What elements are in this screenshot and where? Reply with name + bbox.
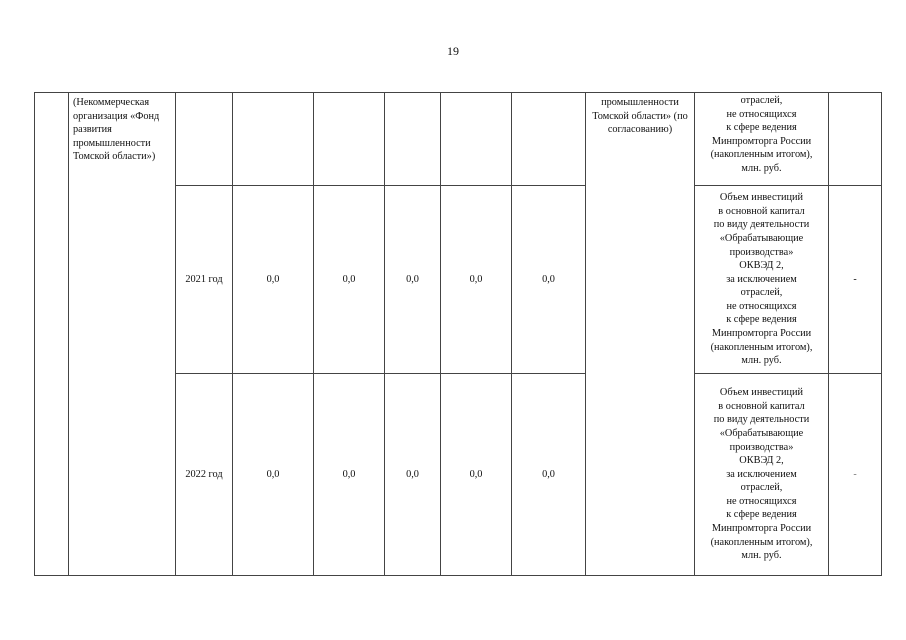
- indicator-cell: [695, 186, 829, 374]
- indicator-text: отраслей, не относящихся к сфере ведения Минпромторга России (накопленным итогом), млн. руб.: [710, 95, 813, 174]
- responsible-cell: [586, 93, 695, 576]
- indicator-cell: [695, 93, 829, 186]
- value-cell: [385, 93, 441, 186]
- table-row: [35, 93, 882, 186]
- value-cell: [314, 93, 385, 186]
- organization-cell: [69, 93, 176, 576]
- value-cell: [233, 93, 314, 186]
- indicator-cell: [695, 374, 829, 576]
- value-cell: 0,0: [441, 374, 512, 576]
- year-cell: [176, 93, 233, 186]
- value-cell: 0,0: [314, 186, 385, 374]
- value-cell: 0,0: [441, 186, 512, 374]
- value-cell: [441, 93, 512, 186]
- number-cell: [35, 93, 69, 576]
- value-cell: [512, 93, 586, 186]
- value-cell: 0,0: [512, 374, 586, 576]
- responsible-text: промышленности Томской области» (по согласованию): [592, 97, 688, 136]
- value-cell: 0,0: [233, 374, 314, 576]
- value-cell: 0,0: [512, 186, 586, 374]
- indicator-text: Объем инвестиций в основной капитал по виду деятельности «Обрабатывающие производства» ОКВЭД 2, за исключением отраслей, не относящихся к сфере ведения Минпромторга России (накопленным итогом), млн. руб.: [710, 387, 813, 562]
- target-cell: [829, 93, 882, 186]
- program-table: [34, 92, 882, 576]
- value-cell: 0,0: [385, 186, 441, 374]
- value-cell: 0,0: [314, 374, 385, 576]
- target-cell: -: [829, 374, 882, 576]
- organization-text: (Некоммерческая организация «Фонд развития промышленности Томской области»): [73, 97, 160, 163]
- page-number: 19: [447, 44, 459, 58]
- value-cell: 0,0: [385, 374, 441, 576]
- target-cell: -: [829, 186, 882, 374]
- year-cell: 2021 год: [176, 186, 233, 374]
- value-cell: 0,0: [233, 186, 314, 374]
- indicator-text: Объем инвестиций в основной капитал по виду деятельности «Обрабатывающие производства» ОКВЭД 2, за исключением отраслей, не относящихся к сфере ведения Минпромторга России (накопленным итогом), млн. руб.: [710, 192, 813, 367]
- year-cell: 2022 год: [176, 374, 233, 576]
